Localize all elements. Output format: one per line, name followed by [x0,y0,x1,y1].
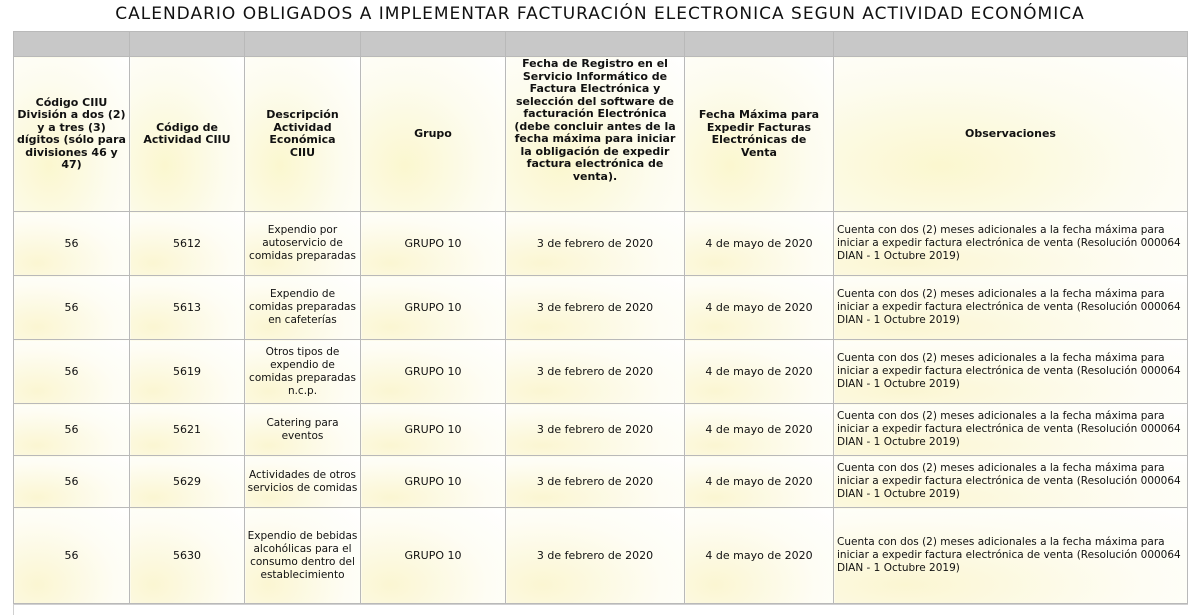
table-continuation [13,604,1188,615]
header-fecha-registro: Fecha de Registro en el Servicio Informático de Factura Electrónica y selección del software de facturación Electrónica (debe concluir antes de la fecha máxima para iniciar la obligación de expedir factura electrónica de venta). [506,57,685,212]
cell-division: 56 [14,508,130,604]
cell-observaciones: Cuenta con dos (2) meses adicionales a la fecha máxima para iniciar a expedir factura electrónica de venta (Resolución 000064 DIAN - 1 Octubre 2019) [834,340,1188,404]
cell-fecha-registro: 3 de febrero de 2020 [506,508,685,604]
cell-fecha-maxima: 4 de mayo de 2020 [685,340,834,404]
cell-fecha-maxima: 4 de mayo de 2020 [685,508,834,604]
cell-descripcion: Catering para eventos [245,404,361,456]
cell-grupo: GRUPO 10 [361,404,506,456]
cell-fecha-registro: 3 de febrero de 2020 [506,340,685,404]
header-division: Código CIIU División a dos (2) y a tres (3) dígitos (sólo para divisiones 46 y 47) [14,57,130,212]
table-row [14,508,1188,604]
cell-observaciones: Cuenta con dos (2) meses adicionales a la fecha máxima para iniciar a expedir factura electrónica de venta (Resolución 000064 DIAN - 1 Octubre 2019) [834,212,1188,276]
cell-codigo: 5613 [130,276,245,340]
header-codigo: Código de Actividad CIIU [130,57,245,212]
cell-fecha-registro: 3 de febrero de 2020 [506,212,685,276]
cell-grupo: GRUPO 10 [361,212,506,276]
header-fecha-maxima: Fecha Máxima para Expedir Facturas Electrónicas de Venta [685,57,834,212]
table-row [14,404,1188,456]
band-cell [130,32,245,57]
band-cell [361,32,506,57]
band-cell [506,32,685,57]
cell-grupo: GRUPO 10 [361,340,506,404]
cell-observaciones: Cuenta con dos (2) meses adicionales a la fecha máxima para iniciar a expedir factura electrónica de venta (Resolución 000064 DIAN - 1 Octubre 2019) [834,276,1188,340]
header-row [14,57,1188,212]
header-descripcion: Descripción Actividad Económica CIIU [245,57,361,212]
cell-observaciones: Cuenta con dos (2) meses adicionales a la fecha máxima para iniciar a expedir factura electrónica de venta (Resolución 000064 DIAN - 1 Octubre 2019) [834,404,1188,456]
cell-codigo: 5629 [130,456,245,508]
cell-grupo: GRUPO 10 [361,456,506,508]
page-title: CALENDARIO OBLIGADOS A IMPLEMENTAR FACTURACIÓN ELECTRONICA SEGUN ACTIVIDAD ECONÓMICA [115,4,1085,24]
table-row [14,276,1188,340]
cell-grupo: GRUPO 10 [361,508,506,604]
header-observaciones: Observaciones [834,57,1188,212]
cell-codigo: 5612 [130,212,245,276]
cell-descripcion: Actividades de otros servicios de comidas [245,456,361,508]
cell-division: 56 [14,276,130,340]
cell-descripcion: Expendio de bebidas alcohólicas para el consumo dentro del establecimiento [245,508,361,604]
table-row [14,456,1188,508]
band-cell [685,32,834,57]
cell-fecha-maxima: 4 de mayo de 2020 [685,212,834,276]
cell-fecha-maxima: 4 de mayo de 2020 [685,276,834,340]
cell-fecha-registro: 3 de febrero de 2020 [506,404,685,456]
cell-division: 56 [14,212,130,276]
cell-observaciones: Cuenta con dos (2) meses adicionales a la fecha máxima para iniciar a expedir factura electrónica de venta (Resolución 000064 DIAN - 1 Octubre 2019) [834,456,1188,508]
band-cell [14,32,130,57]
cell-fecha-maxima: 4 de mayo de 2020 [685,404,834,456]
cell-fecha-registro: 3 de febrero de 2020 [506,276,685,340]
cell-descripcion: Expendio de comidas preparadas en cafeterías [245,276,361,340]
header-band-row [14,32,1188,57]
header-grupo: Grupo [361,57,506,212]
cell-fecha-registro: 3 de febrero de 2020 [506,456,685,508]
cell-division: 56 [14,456,130,508]
table-row [14,212,1188,276]
cell-observaciones: Cuenta con dos (2) meses adicionales a la fecha máxima para iniciar a expedir factura electrónica de venta (Resolución 000064 DIAN - 1 Octubre 2019) [834,508,1188,604]
cell-fecha-maxima: 4 de mayo de 2020 [685,456,834,508]
cell-grupo: GRUPO 10 [361,276,506,340]
cell-codigo: 5621 [130,404,245,456]
cell-codigo: 5630 [130,508,245,604]
band-cell [245,32,361,57]
cell-descripcion: Otros tipos de expendio de comidas preparadas n.c.p. [245,340,361,404]
activity-calendar-table [13,31,1188,604]
band-cell [834,32,1188,57]
cell-division: 56 [14,340,130,404]
cell-descripcion: Expendio por autoservicio de comidas preparadas [245,212,361,276]
table-row [14,340,1188,404]
cell-division: 56 [14,404,130,456]
cell-codigo: 5619 [130,340,245,404]
